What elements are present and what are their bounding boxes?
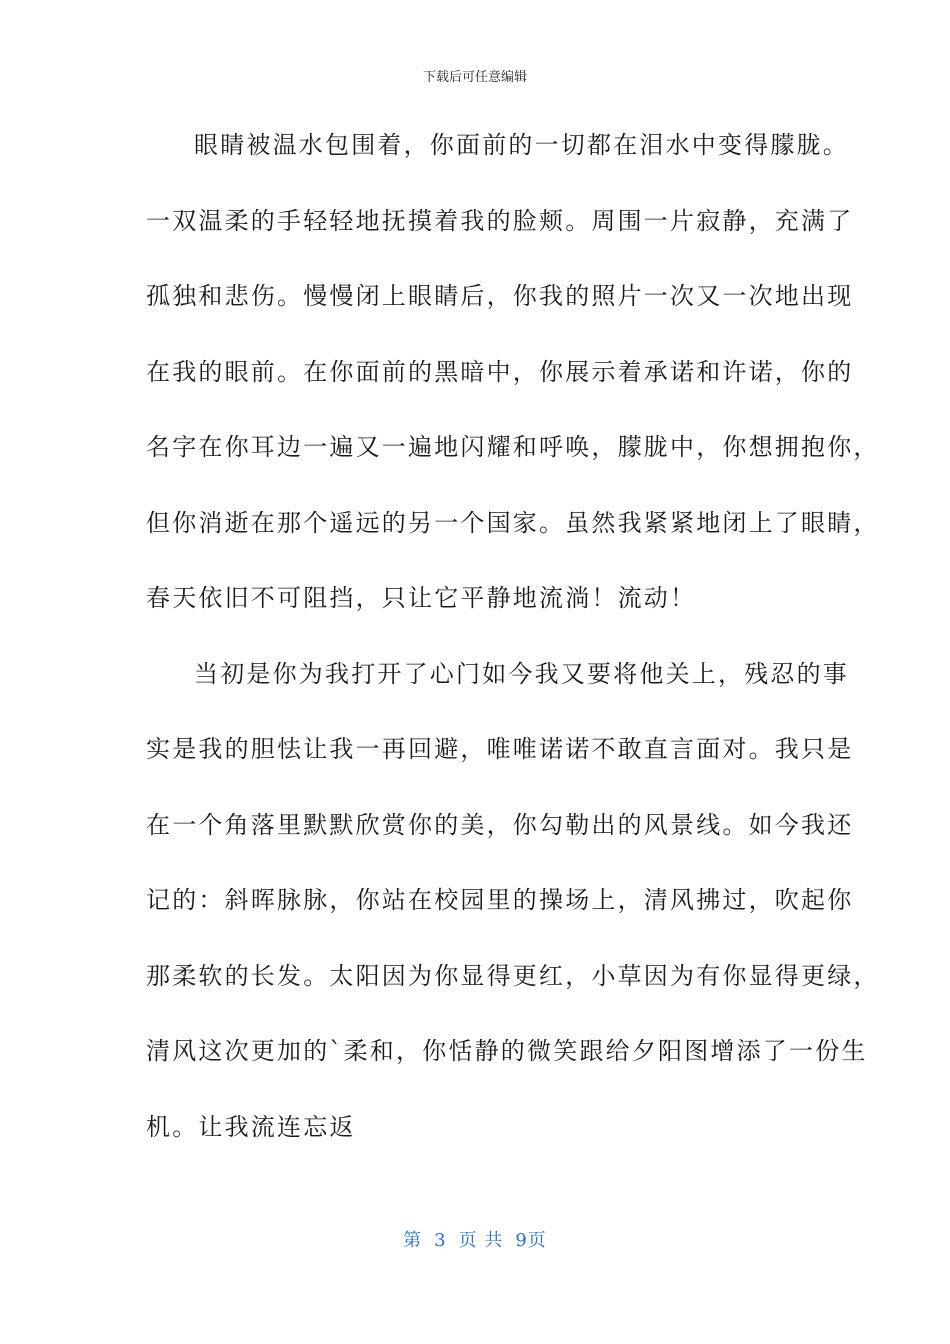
paragraph-1-line-5: 名字在你耳边一遍又一遍地闪耀和呼唤，朦胧中，你想拥抱你，: [146, 433, 880, 461]
footer-current-page: 3: [434, 1230, 447, 1251]
paragraph-2-line-3: 在一个角落里默默欣赏你的美，你勾勒出的风景线。如今我还: [146, 810, 854, 839]
footer-page-label: 第: [403, 1230, 423, 1251]
document-body: [146, 118, 880, 1175]
paragraph-2-line-5: 那柔软的长发。太阳因为你显得更红，小草因为有你显得更绿，: [146, 961, 880, 990]
footer-of-label: 页 共: [458, 1230, 504, 1251]
paragraph-1-line-3: 孤独和悲伤。慢慢闭上眼睛后，你我的照片一次又一次地出现: [146, 282, 854, 310]
paragraph-2-line-4: 记的：斜晖脉脉，你站在校园里的操场上，清风拂过，吹起你: [146, 886, 854, 914]
paragraph-1-line-1: 眼睛被温水包围着，你面前的一切都在泪水中变得朦胧。: [194, 131, 849, 159]
page-footer: [0, 1226, 950, 1252]
paragraph-1-line-6: 但你消逝在那个遥远的另一个国家。虽然我紧紧地闭上了眼睛，: [146, 508, 880, 537]
paragraph-2-line-2: 实是我的胆怯让我一再回避，唯唯诺诺不敢直言面对。我只是: [146, 735, 854, 763]
paragraph-1-line-4: 在我的眼前。在你面前的黑暗中，你展示着承诺和许诺，你的: [146, 357, 854, 386]
page-header: 下载后可任意编辑: [422, 70, 527, 85]
paragraph-2-line-1: 当初是你为我打开了心门如今我又要将他关上，残忍的事: [194, 659, 849, 688]
paragraph-1-line-2: 一双温柔的手轻轻地抚摸着我的脸颊。周围一片寂静，充满了: [146, 206, 854, 235]
footer-total-pages: 9页: [515, 1230, 547, 1251]
paragraph-2-line-6: 清风这次更加的`柔和，你恬静的微笑跟给夕阳图增添了一份生: [146, 1037, 868, 1065]
paragraph-1-line-7: 春天依旧不可阻挡，只让它平静地流淌！流动！: [146, 584, 697, 612]
paragraph-2-line-7: 机。让我流连忘返: [146, 1112, 356, 1141]
